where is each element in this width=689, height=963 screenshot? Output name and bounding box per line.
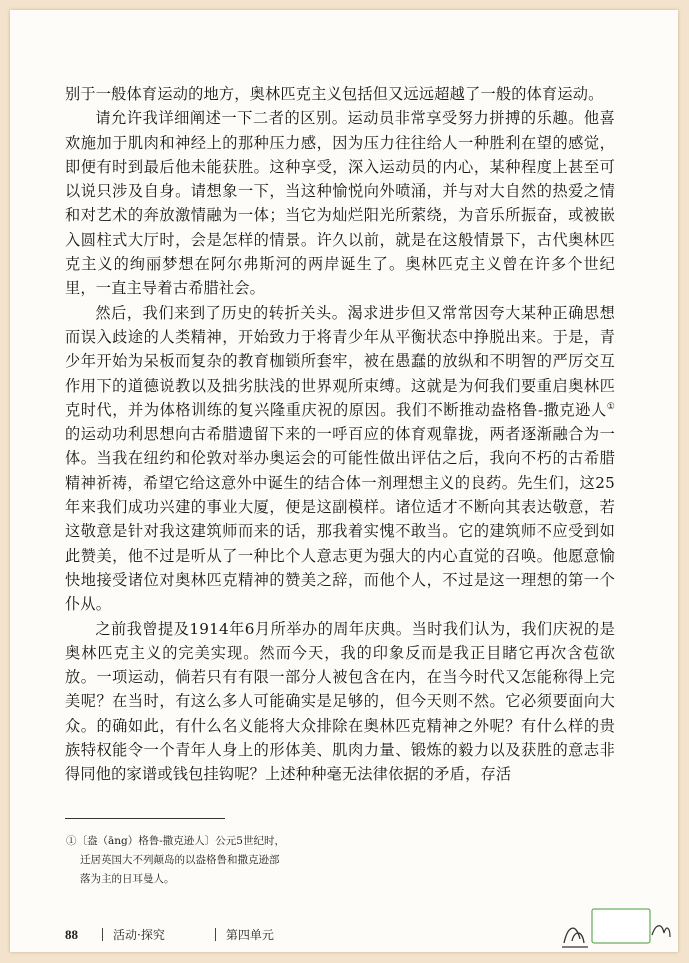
footer-divider [102,928,103,941]
paragraph-2: 请允许我详细阐述一下二者的区别。运动员非常享受努力拼搏的乐趣。他喜欢施加于肌肉和神经上的那种压力感，因为压力往往给人一种胜利在望的感觉，即便有时到最后他未能获胜。这种享受，深入运动员的内心，某种程度上甚至可以说只涉及自身。请想象一下，当这种愉悦向外喷涌，并与对大自然的热爱之情和对艺术的奔放激情融为一体；当它为灿烂阳光所萦绕，为音乐所振奋，或被嵌入圆柱式大厅时，会是怎样的情景。许久以前，就是在这般情景下，古代奥林匹克主义的绚丽梦想在阿尔弗斯河的两岸诞生了。奥林匹克主义曾在许多个世纪里，一直主导着古希腊社会。 [65,109,615,298]
footnote [66,832,366,889]
footer-divider-2 [215,928,216,941]
watermark-stamp-logo [558,905,674,951]
paragraph-4: 之前我曾提及1914年6月所举办的周年庆典。当时我们认为，我们庆祝的是奥林匹克主义的完美实现。然而今天，我的印象反而是我正目睹它再次含苞欲放。一项运动，倘若只有有限一部分人被包含在内，在当今时代又怎能称得上完美呢？在当时，有这么多人可能确实是足够的，但今天则不然。它必须要面向大众。的确如此，有什么名义能将大众排除在奥林匹克精神之外呢？有什么样的贵族特权能令一个青年人身上的形体美、肌肉力量、锻炼的毅力以及获胜的意志非得同他的家谱或钱包挂钩呢？上述种种毫无法律依据的矛盾，存活 [65,619,615,784]
body-text [65,82,615,787]
paragraph-3 [65,301,615,617]
footnote-divider [65,818,225,819]
footer-section: 活动·探究 [113,928,165,942]
signature-scribble-icon [562,928,588,947]
stamp-box [592,909,650,943]
footer-unit: 第四单元 [225,928,274,942]
paragraph-3-part-a: 然后，我们来到了历史的转折关头。渴求进步但又常常因夸大某种正确思想而误入歧途的人类精神，开始致力于将青少年从平衡状态中挣脱出来。于是，青少年开始为呆板而复杂的教育枷锁所套牢，被在愚蠢的放纵和不明智的严厉交互作用下的道德说教以及拙劣肤浅的世界观所束缚。这就是为何我们要重启奥林匹克时代，并为体格训练的复兴隆重庆祝的原因。我们不断推动盎格鲁-撒克逊人 [65,303,615,419]
paragraph-3-part-b: 的运动功利思想向古希腊遗留下来的一呼百应的体育观靠拢，两者逐渐融合为一体。当我在纽约和伦敦对举办奥运会的可能性做出评估之后，我向不朽的古希腊精神祈祷，希望它给这意外中诞生的结合体一剂理想主义的良药。先生们，这25年来我们成功兴建的事业大厦，便是这副模样。诸位适才不断向其表达敬意，若这敬意是针对我这建筑师而来的话，那我着实愧不敢当。它的建筑师不应受到如此赞美，他不过是听从了一种比个人意志更为强大的内心直觉的召唤。他愿意愉快地接受诸位对奥林匹克精神的赞美之辞，而他个人，不过是这一理想的第一个仆从。 [65,425,615,614]
stamp-flourish-icon [652,926,670,937]
footnote-line-3: 落为主的日耳曼人。 [80,873,175,885]
page [10,10,678,952]
footnote-marker[interactable]: ① [606,401,615,412]
page-number: 88 [65,926,78,942]
footnote-line-2: 迁居英国大不列颠岛的以盎格鲁和撒克逊部 [80,854,280,866]
paragraph-1: 别于一般体育运动的地方，奥林匹克主义包括但又远远超越了一般的体育运动。 [65,85,604,103]
page-footer [65,926,274,943]
footnote-line-1: ①〔盎（āng）格鲁-撒克逊人〕公元5世纪时， [66,835,285,847]
